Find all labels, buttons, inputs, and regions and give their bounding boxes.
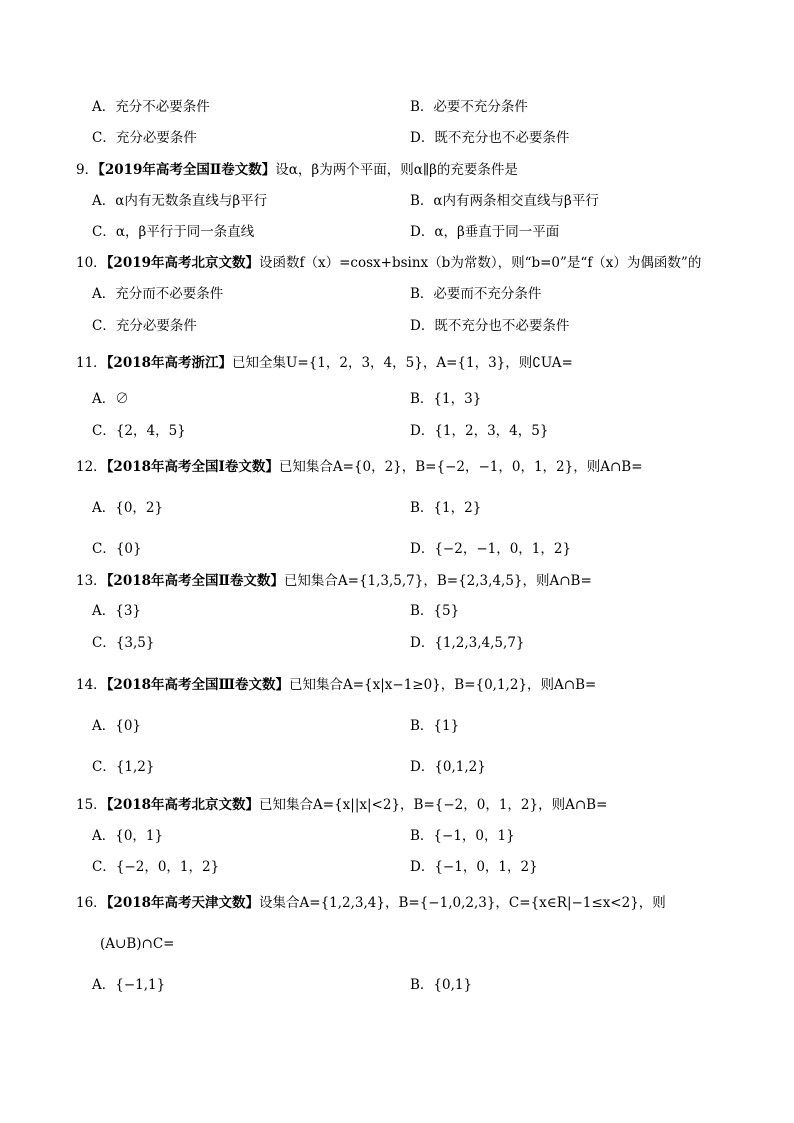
q13-number: 13． xyxy=(76,573,107,589)
q13-option-b: B．{5} xyxy=(410,603,460,619)
q11-option-b: B．{1，3} xyxy=(410,391,482,407)
q12-options-row-1 xyxy=(0,502,794,522)
q8-option-c: C．充分必要条件 xyxy=(92,130,197,146)
q12-stem xyxy=(76,461,643,475)
q12-options-row-2 xyxy=(0,543,794,563)
q11-stem xyxy=(76,357,573,371)
q13-source: 【2018年高考全国Ⅱ卷文数】 xyxy=(106,573,284,589)
q15-option-a: A．{0，1} xyxy=(92,828,164,844)
q14-text: 已知集合A={x|x−1≥0}，B={0,1,2}，则A∩B= xyxy=(288,677,597,693)
q9-option-d: D．α，β垂直于同一平面 xyxy=(410,224,560,240)
q16-text-continued: (A∪B)∩C= xyxy=(100,936,175,952)
q13-stem xyxy=(76,575,592,589)
q11-source: 【2018年高考浙江】 xyxy=(106,355,233,371)
q13-options-row-2 xyxy=(0,637,794,657)
q10-option-c: C．充分必要条件 xyxy=(92,318,197,334)
q15-text: 已知集合A={x||x|<2}，B={−2，0，1，2}，则A∩B= xyxy=(259,797,608,813)
q11-option-c: C．{2，4，5} xyxy=(92,423,186,439)
q10-number: 10． xyxy=(76,255,107,271)
q15-number: 15． xyxy=(76,797,107,813)
q10-option-d: D．既不充分也不必要条件 xyxy=(410,318,570,334)
q14-option-a: A．{0} xyxy=(92,718,142,734)
q13-text: 已知集合A={1,3,5,7}，B={2,3,4,5}，则A∩B= xyxy=(283,573,592,589)
q12-option-a: A．{0，2} xyxy=(92,500,164,516)
q16-options-row-1 xyxy=(0,979,794,999)
q9-stem xyxy=(76,164,518,178)
q12-source: 【2018年高考全国Ⅰ卷文数】 xyxy=(106,459,279,475)
q14-stem xyxy=(76,679,596,693)
q11-options-row-1 xyxy=(0,393,794,413)
q14-source: 【2018年高考全国Ⅲ卷文数】 xyxy=(106,677,289,693)
q12-option-d: D．{−2，−1，0，1，2} xyxy=(410,541,572,557)
q10-options-row-2 xyxy=(0,320,794,340)
q12-option-b: B．{1，2} xyxy=(410,500,482,516)
q10-source: 【2019年高考北京文数】 xyxy=(106,255,260,271)
q9-text: 设α，β为两个平面，则α∥β的充要条件是 xyxy=(275,162,518,178)
q8-option-b: B．必要不充分条件 xyxy=(410,99,528,115)
q9-options-row-2 xyxy=(0,226,794,246)
q13-option-d: D．{1,2,3,4,5,7} xyxy=(410,635,525,651)
q8-option-a: A．充分不必要条件 xyxy=(92,99,210,115)
q16-option-b: B．{0,1} xyxy=(410,977,473,993)
q14-option-b: B．{1} xyxy=(410,718,460,734)
q16-option-a: A．{−1,1} xyxy=(92,977,166,993)
q12-option-c: C．{0} xyxy=(92,541,142,557)
q12-number: 12． xyxy=(76,459,107,475)
q16-stem-continued xyxy=(100,938,174,952)
q15-stem xyxy=(76,799,607,813)
q15-option-b: B．{−1，0，1} xyxy=(410,828,515,844)
q11-option-d: D．{1，2，3，4，5} xyxy=(410,423,549,439)
q15-option-c: C．{−2，0，1，2} xyxy=(92,859,220,875)
q15-source: 【2018年高考北京文数】 xyxy=(106,797,260,813)
q9-options-row-1 xyxy=(0,195,794,215)
q14-options-row-2 xyxy=(0,761,794,781)
q14-number: 14． xyxy=(76,677,107,693)
q9-number: 9． xyxy=(76,162,99,178)
q10-stem xyxy=(76,257,701,271)
q16-number: 16． xyxy=(76,895,107,911)
q11-text: 已知全集U={1，2，3，4，5}，A={1，3}，则∁UA= xyxy=(232,355,573,371)
q16-text: 设集合A={1,2,3,4}，B={−1,0,2,3}，C={x∈R|−1≤x<2}，则 xyxy=(259,895,666,911)
q9-option-a: A．α内有无数条直线与β平行 xyxy=(92,193,268,209)
q13-option-a: A．{3} xyxy=(92,603,142,619)
q10-options-row-1 xyxy=(0,288,794,308)
q16-source: 【2018年高考天津文数】 xyxy=(106,895,260,911)
q9-option-c: C．α，β平行于同一条直线 xyxy=(92,224,255,240)
q11-number: 11． xyxy=(76,355,107,371)
q10-text: 设函数f（x）=cosx+bsinx（b为常数），则“b=0”是“f（x）为偶函数”的 xyxy=(259,255,702,271)
q14-options-row-1 xyxy=(0,720,794,740)
q14-option-d: D．{0,1,2} xyxy=(410,759,486,775)
q8-option-d: D．既不充分也不必要条件 xyxy=(410,130,570,146)
q15-options-row-2 xyxy=(0,861,794,881)
q11-options-row-2 xyxy=(0,425,794,445)
q8-options-row-1 xyxy=(0,101,794,121)
q12-text: 已知集合A={0，2}，B={−2，−1，0，1，2}，则A∩B= xyxy=(278,459,643,475)
q14-option-c: C．{1,2} xyxy=(92,759,155,775)
q9-option-b: B．α内有两条相交直线与β平行 xyxy=(410,193,599,209)
q10-option-a: A．充分而不必要条件 xyxy=(92,286,224,302)
q15-option-d: D．{−1，0，1，2} xyxy=(410,859,538,875)
q15-options-row-1 xyxy=(0,830,794,850)
q9-source: 【2019年高考全国Ⅱ卷文数】 xyxy=(98,162,276,178)
q8-options-row-2 xyxy=(0,132,794,152)
q10-option-b: B．必要而不充分条件 xyxy=(410,286,542,302)
q16-stem xyxy=(76,897,666,911)
q13-option-c: C．{3,5} xyxy=(92,635,155,651)
q13-options-row-1 xyxy=(0,605,794,625)
q11-option-a: A．∅ xyxy=(92,391,129,407)
